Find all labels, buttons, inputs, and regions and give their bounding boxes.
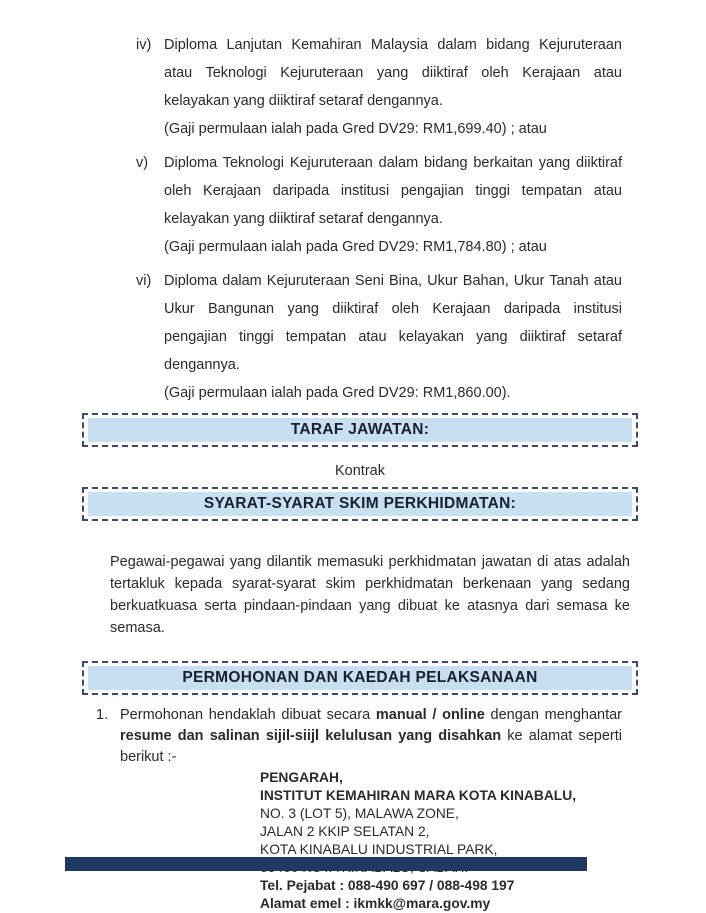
address-line: NO. 3 (LOT 5), MALAWA ZONE, — [260, 806, 459, 821]
address-line-email: Alamat emel : ikmkk@mara.gov.my — [260, 896, 491, 911]
syarat-body-paragraph: Pegawai-pegawai yang dilantik memasuki perkhidmatan jawatan di atas adalah tertakluk kepada syarat-syarat skim perkhidmatan berkenaan yang sedang berkuatkuasa serta pindaan-pindaan yang dibuat ke atasnya dari semasa ke semasa. — [110, 554, 630, 636]
application-instruction-text — [120, 705, 622, 768]
qualification-list — [136, 31, 622, 407]
salary-note: (Gaji permulaan ialah pada Gred DV29: RM1,860.00). — [164, 385, 511, 401]
instruction-segment-bold: manual / online — [375, 707, 485, 723]
section-header-label: TARAF JAWATAN: — [88, 418, 632, 442]
address-line: KOTA KINABALU INDUSTRIAL PARK, — [260, 842, 498, 857]
qualification-item-v — [136, 149, 622, 261]
salary-note: (Gaji permulaan ialah pada Gred DV29: RM1,784.80) ; atau — [164, 239, 547, 255]
item-text: Diploma Teknologi Kejuruteraan dalam bidang berkaitan yang diiktiraf oleh Kerajaan daripada institusi pengajian tinggi tempatan atau kelayakan yang diiktiraf setaraf dengannya. — [164, 155, 622, 227]
application-instruction-item — [96, 705, 622, 768]
address-line-telephone: Tel. Pejabat : 088-490 697 / 088-498 197 — [260, 878, 515, 893]
section-header-taraf-jawatan — [82, 413, 638, 447]
application-address-block — [260, 769, 706, 913]
address-line: JALAN 2 KKIP SELATAN 2, — [260, 824, 430, 839]
section-header-label: SYARAT-SYARAT SKIM PERKHIDMATAN: — [88, 492, 632, 516]
taraf-jawatan-value: Kontrak — [335, 463, 385, 479]
instruction-segment-bold: resume dan salinan sijil-siijl kelulusan yang disahkan — [120, 728, 502, 744]
cutoff-section-bar — [65, 857, 587, 871]
list-numeral: iv) — [136, 37, 152, 53]
list-numeral: v) — [136, 155, 149, 171]
address-line-institute: INSTITUT KEMAHIRAN MARA KOTA KINABALU, — [260, 788, 577, 803]
item-text: Diploma dalam Kejuruteraan Seni Bina, Ukur Bahan, Ukur Tanah atau Ukur Bangunan yang diiktiraf oleh Kerajaan daripada institusi pengajian tinggi tempatan atau kelayakan yang diiktiraf setaraf dengannya. — [164, 273, 622, 373]
qualification-item-vi — [136, 267, 622, 407]
section-header-label: PERMOHONAN DAN KAEDAH PELAKSANAAN — [88, 666, 632, 690]
salary-note: (Gaji permulaan ialah pada Gred DV29: RM1,699.40) ; atau — [164, 121, 547, 137]
instruction-segment: dengan menghantar — [484, 707, 623, 723]
instruction-segment: ke alamat seperti berikut :- — [120, 728, 622, 765]
qualification-item-iv — [136, 31, 622, 143]
section-header-syarat-skim — [82, 487, 638, 521]
list-number: 1. — [96, 707, 109, 723]
instruction-segment: Permohonan hendaklah dibuat secara — [120, 707, 376, 723]
item-text: Diploma Lanjutan Kemahiran Malaysia dalam bidang Kejuruteraan atau Teknologi Kejuruteraan yang diiktiraf oleh Kerajaan atau kelayakan yang diiktiraf setaraf dengannya. — [164, 37, 622, 109]
section-header-permohonan — [82, 661, 638, 695]
list-numeral: vi) — [136, 273, 152, 289]
address-line-recipient: PENGARAH, — [260, 770, 343, 785]
